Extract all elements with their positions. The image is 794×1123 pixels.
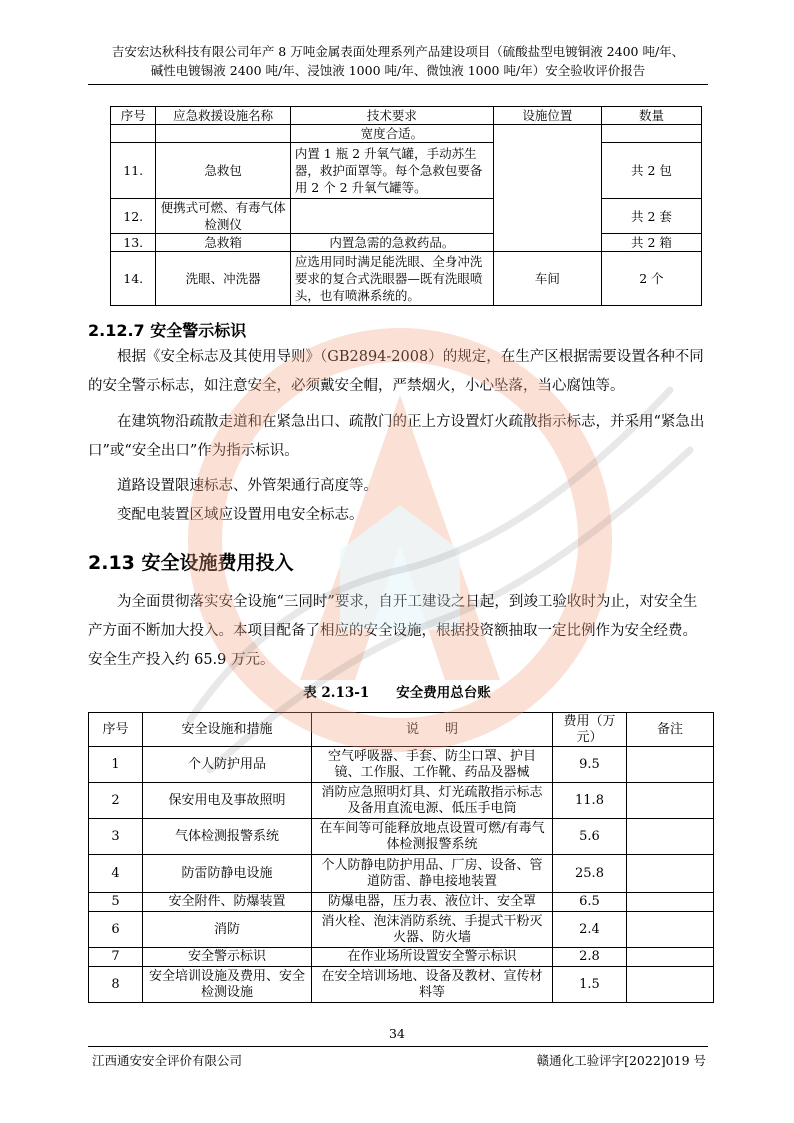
row-no: 4 [89, 855, 143, 893]
table-row [89, 783, 714, 819]
row-item: 防雷防静电设施 [143, 855, 312, 893]
header-line-2: 碱性电镀锡液 2400 吨/年、浸蚀液 1000 吨/年、微蚀液 1000 吨/年）安全验收评价报告 [150, 63, 646, 78]
row-no: 7 [89, 948, 143, 967]
table-row [89, 893, 714, 912]
emergency-facilities-table [110, 106, 702, 306]
col-header-item: 安全设施和措施 [143, 713, 312, 747]
row-no: 6 [89, 912, 143, 948]
row-no: 5 [89, 893, 143, 912]
col-header-requirement: 技术要求 [290, 107, 493, 125]
paragraph: 根据《安全标志及其使用导则》（GB2894-2008）的规定，在生产区根据需要设置各种不同的安全警示标志，如注意安全，必须戴安全帽，严禁烟火，小心坠落，当心腐蚀等。 [88, 349, 704, 394]
page-header [88, 42, 708, 80]
table-row [111, 199, 702, 234]
row-description: 消防应急照明灯具、灯光疏散指示标志及备用直流电源、低压手电筒 [311, 783, 552, 819]
row-quantity: 共 2 箱 [601, 234, 701, 252]
table-row [89, 747, 714, 783]
row-name: 洗眼、冲洗器 [156, 252, 290, 306]
table-row [111, 234, 702, 252]
row-requirement [290, 199, 493, 234]
row-no: 13. [111, 234, 156, 252]
row-name: 便携式可燃、有毒气体检测仪 [156, 199, 290, 234]
col-header-no: 序号 [111, 107, 156, 125]
row-requirement: 内置 1 瓶 2 升氧气罐，手动苏生器，救护面罩等。每个急救包要备用 2 个 2 升氧气罐等。 [290, 143, 493, 199]
paragraph: 变配电装置区域应设置用电安全标志。 [117, 507, 364, 523]
row-quantity: 共 2 包 [601, 143, 701, 199]
row-location: 车间 [493, 252, 601, 306]
row-item: 气体检测报警系统 [143, 819, 312, 855]
row-cost: 2.8 [553, 948, 627, 967]
header-rule [88, 84, 708, 85]
table-row [89, 948, 714, 967]
col-header-quantity: 数量 [601, 107, 701, 125]
row-description: 在作业场所设置安全警示标识 [311, 948, 552, 967]
col-header-no: 序号 [89, 713, 143, 747]
row-cost: 6.5 [553, 893, 627, 912]
row-no: 1 [89, 747, 143, 783]
row-description: 空气呼吸器、手套、防尘口罩、护目镜、工作服、工作靴、药品及器械 [311, 747, 552, 783]
row-remark [626, 912, 713, 948]
table-row [111, 252, 702, 306]
header-line-1: 吉安宏达秋科技有限公司年产 8 万吨金属表面处理系列产品建设项目（硫酸盐型电镀铜液 2400 吨/年、 [111, 44, 685, 59]
row-remark [626, 783, 713, 819]
row-remark [626, 893, 713, 912]
page-number: 34 [389, 1026, 405, 1041]
col-header-remark: 备注 [626, 713, 713, 747]
table-caption: 表 2.13-1 安全费用总台账 [303, 685, 491, 701]
row-description: 在安全培训场地、设备及教材、宣传材料等 [311, 967, 552, 1003]
table-header-row [89, 713, 714, 747]
col-header-name: 应急救援设施名称 [156, 107, 290, 125]
row-description: 个人防静电防护用品、厂房、设备、管道防雷、静电接地装置 [311, 855, 552, 893]
table-row [89, 855, 714, 893]
row-remark [626, 967, 713, 1003]
row-remark [626, 855, 713, 893]
row-cost: 1.5 [553, 967, 627, 1003]
row-no: 2 [89, 783, 143, 819]
continued-requirement: 宽度合适。 [290, 125, 493, 143]
row-no: 11. [111, 143, 156, 199]
col-header-description: 说 明 [311, 713, 552, 747]
table-row [89, 912, 714, 948]
row-cost: 2.4 [553, 912, 627, 948]
row-description: 消火栓、泡沫消防系统、手提式干粉灭火器、防火墙 [311, 912, 552, 948]
row-item: 消防 [143, 912, 312, 948]
row-name: 急救箱 [156, 234, 290, 252]
footer-report-number: 赣通化工验评字[2022]019 号 [536, 1053, 706, 1068]
table-row [89, 819, 714, 855]
table-row [111, 125, 702, 143]
row-cost: 5.6 [553, 819, 627, 855]
paragraph: 为全面贯彻落实安全设施“三同时”要求，自开工建设之日起，到竣工验收时为止，对安全生产方面不断加大投入。本项目配备了相应的安全设施，根据投资额抽取一定比例作为安全经费。安全生产投入约 65.9 万元。 [88, 594, 698, 668]
row-quantity: 2 个 [601, 252, 701, 306]
row-remark [626, 948, 713, 967]
safety-cost-table [88, 712, 714, 1003]
section-heading-2-12-7: 2.12.7 安全警示标识 [88, 321, 247, 340]
paragraph: 道路设置限速标志、外管架通行高度等。 [117, 478, 378, 494]
seal-ring [205, 345, 595, 735]
row-remark [626, 747, 713, 783]
row-item: 保安用电及事故照明 [143, 783, 312, 819]
row-no: 3 [89, 819, 143, 855]
row-item: 安全附件、防爆装置 [143, 893, 312, 912]
col-header-cost: 费用（万元） [553, 713, 627, 747]
row-cost: 11.8 [553, 783, 627, 819]
row-remark [626, 819, 713, 855]
row-requirement: 内置急需的急救药品。 [290, 234, 493, 252]
row-quantity: 共 2 套 [601, 199, 701, 234]
col-header-location: 设施位置 [493, 107, 601, 125]
row-name: 急救包 [156, 143, 290, 199]
row-item: 个人防护用品 [143, 747, 312, 783]
paragraph: 在建筑物沿疏散走道和在紧急出口、疏散门的正上方设置灯火疏散指示标志，并采用“紧急出口”或“安全出口”作为指示标识。 [88, 414, 705, 459]
row-item: 安全培训设施及费用、安全检测设施 [143, 967, 312, 1003]
table-row [89, 967, 714, 1003]
row-no: 12. [111, 199, 156, 234]
row-requirement: 应选用同时满足能洗眼、全身冲洗要求的复合式洗眼器—既有洗眼喷头，也有喷淋系统的。 [290, 252, 493, 306]
row-no: 14. [111, 252, 156, 306]
row-description: 防爆电器，压力表、液位计、安全罩 [311, 893, 552, 912]
row-cost: 9.5 [553, 747, 627, 783]
section-heading-2-13: 2.13 安全设施费用投入 [88, 552, 294, 574]
footer-company: 江西通安安全评价有限公司 [92, 1053, 243, 1068]
table-row [111, 143, 702, 199]
row-no: 8 [89, 967, 143, 1003]
seal-graphic [205, 345, 595, 735]
row-item: 安全警示标识 [143, 948, 312, 967]
row-cost: 25.8 [553, 855, 627, 893]
table-header-row [111, 107, 702, 125]
row-description: 在车间等可能释放地点设置可燃/有毒气体检测报警系统 [311, 819, 552, 855]
footer-rule [88, 1046, 708, 1047]
